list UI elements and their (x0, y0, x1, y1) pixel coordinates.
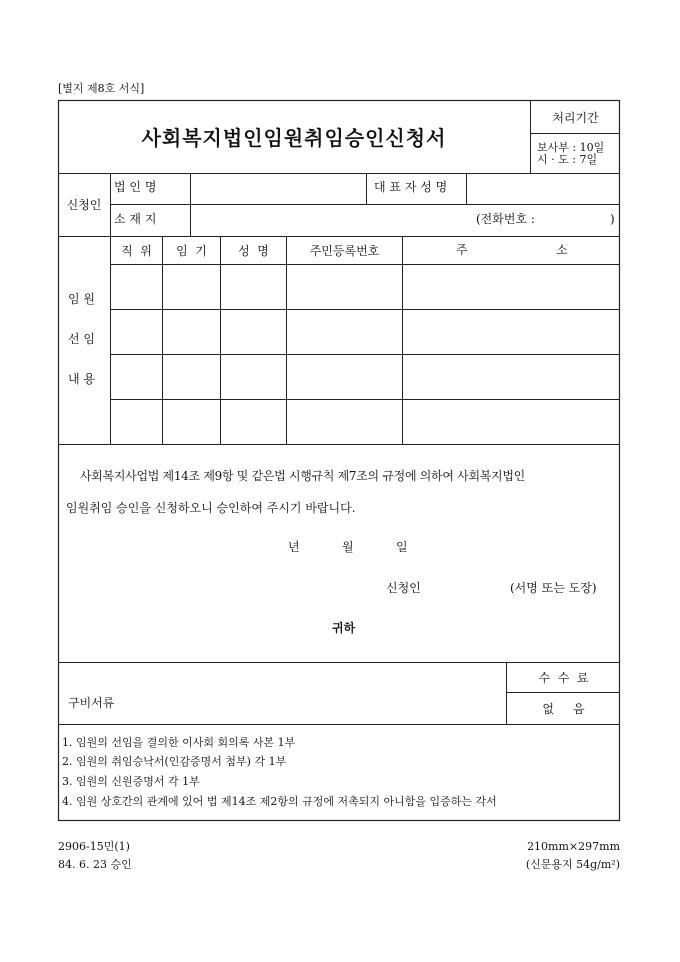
phone-label: (전화번호 : (476, 212, 535, 226)
address-label: 소 재 지 (114, 212, 157, 226)
declaration-line-1: 사회복지사업법 제14조 제9항 및 같은법 시행규칙 제7조의 규정에 의하여 사회복지법인 (80, 469, 525, 483)
fee-label: 수 수 료 (538, 671, 589, 685)
col-resident-number: 주민등록번호 (309, 244, 380, 258)
processing-period-province: 시 · 도 : 7일 (537, 153, 598, 166)
col-name: 성 명 (238, 244, 269, 258)
fee-value: 없 음 (542, 702, 585, 716)
corp-name-field[interactable] (191, 174, 366, 204)
phone-field[interactable] (548, 205, 608, 236)
form-title: 사회복지법인임원취임승인신청서 (141, 126, 447, 150)
col-address-2: 소 (556, 243, 568, 257)
date-day: 일 (396, 540, 408, 554)
table-row[interactable] (110, 310, 620, 354)
col-position: 직 위 (121, 244, 152, 258)
required-documents-label: 구비서류 (68, 696, 115, 710)
officer-section-label-3: 내 용 (68, 372, 95, 386)
officer-section-label-1: 임 원 (68, 292, 95, 306)
applicant-sign-label: 신청인 (386, 581, 421, 595)
form-number: 2906-15민(1) (58, 840, 130, 853)
table-row[interactable] (110, 265, 620, 309)
date-year: 년 (288, 540, 300, 554)
approval-date: 84. 6. 23 승인 (58, 858, 132, 871)
officer-section-label-2: 선 임 (68, 332, 95, 346)
col-address-1: 주 (456, 243, 468, 257)
document-item-2: 2. 임원의 취임승낙서(인감증명서 첨부) 각 1부 (62, 755, 287, 768)
document-item-3: 3. 임원의 신원증명서 각 1부 (62, 775, 200, 788)
representative-name-field[interactable] (467, 174, 619, 204)
document-item-1: 1. 임원의 선임을 결의한 이사회 회의록 사본 1부 (62, 736, 296, 749)
addressee: 귀하 (332, 621, 356, 635)
form-tag: [별지 제8호 서식] (58, 82, 145, 95)
representative-name-label: 대 표 자 성 명 (374, 180, 448, 194)
applicant-section-label: 신청인 (66, 198, 102, 212)
phone-close: ) (610, 212, 615, 226)
col-term: 임 기 (176, 244, 207, 258)
address-field[interactable] (191, 205, 471, 236)
corp-name-label: 법 인 명 (114, 180, 157, 194)
document-item-4: 4. 임원 상호간의 관계에 있어 법 제14조 제2항의 규정에 저촉되지 아니함을 입증하는 각서 (62, 795, 497, 808)
processing-period-ministry: 보사부 : 10일 (537, 141, 605, 154)
paper-size: 210mm×297mm (527, 840, 620, 853)
declaration-line-2: 임원취임 승인을 신청하오니 승인하여 주시기 바랍니다. (66, 501, 356, 515)
paper-type: (신문용지 54g/m²) (525, 858, 620, 871)
table-row[interactable] (110, 400, 620, 444)
table-row[interactable] (110, 355, 620, 399)
date-month: 월 (342, 540, 354, 554)
sign-or-seal-label: (서명 또는 도장) (510, 581, 597, 595)
processing-period-label: 처리기간 (552, 110, 599, 125)
